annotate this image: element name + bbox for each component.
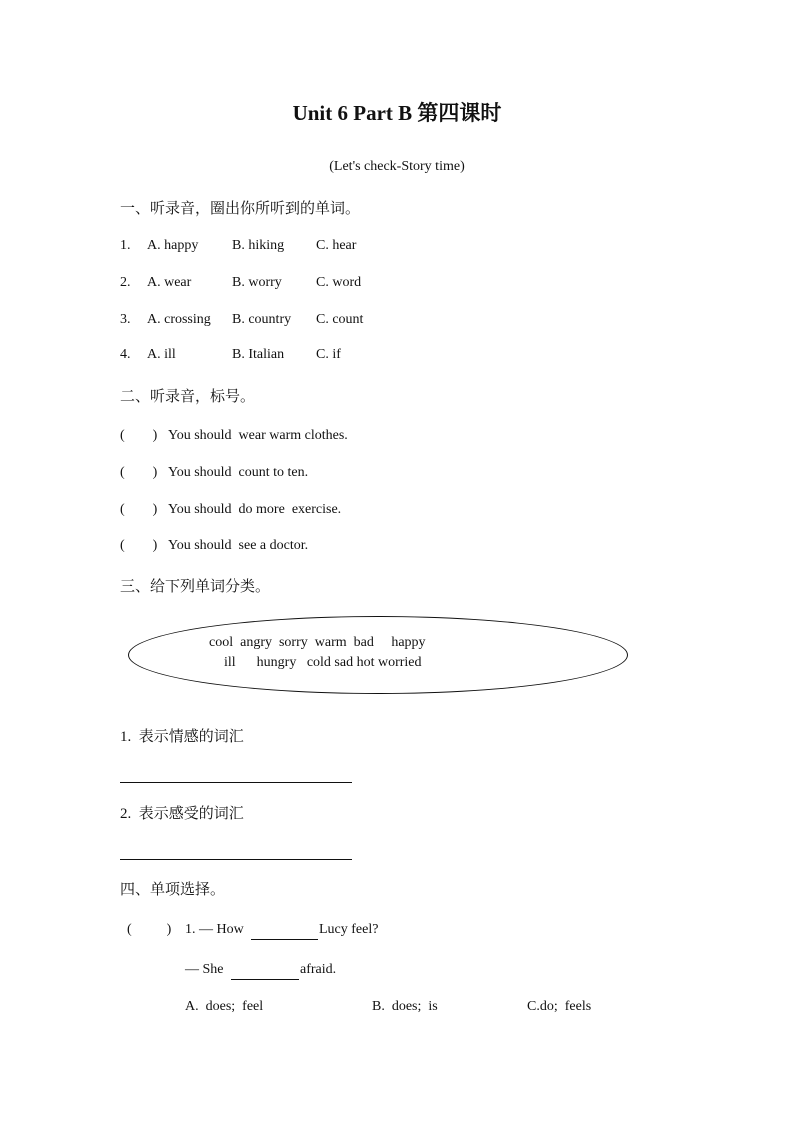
option-c: C. word: [316, 275, 362, 290]
question-1-prefix: 1. — How: [185, 922, 244, 937]
answer-paren: ( ): [120, 538, 158, 553]
answer-paren: ( ): [120, 465, 158, 480]
option-c: C. if: [316, 347, 341, 362]
choice-a: A. does; feel: [185, 999, 264, 1014]
section3-heading: 三、给下列单词分类。: [120, 579, 271, 595]
answer-paren: ( ): [120, 502, 158, 517]
answer-line[interactable]: [120, 859, 352, 860]
answer-line[interactable]: [120, 782, 352, 783]
sentence: You should see a doctor.: [168, 538, 309, 553]
word-bank-line2: ill hungry cold sad hot worried: [224, 655, 422, 670]
choice-b: B. does; is: [372, 999, 438, 1014]
option-a: A. happy: [147, 238, 199, 253]
sentence: You should do more exercise.: [168, 502, 342, 517]
option-c: C. hear: [316, 238, 357, 253]
option-b: B. worry: [232, 275, 282, 290]
option-b: B. hiking: [232, 238, 285, 253]
answer-1-prefix: — She: [185, 962, 224, 977]
sentence: You should count to ten.: [168, 465, 309, 480]
blank-line[interactable]: [231, 979, 299, 980]
option-a: A. wear: [147, 275, 192, 290]
sentence: You should wear warm clothes.: [168, 428, 348, 443]
answer-1-suffix: afraid.: [300, 962, 337, 977]
item-number: 2.: [120, 275, 131, 290]
category-emotion-label: 1. 表示情感的词汇: [120, 729, 244, 745]
section2-heading: 二、听录音，标号。: [120, 389, 256, 405]
option-b: B. country: [232, 312, 292, 327]
category-feeling-label: 2. 表示感受的词汇: [120, 806, 244, 822]
item-number: 3.: [120, 312, 131, 327]
page-subtitle: (Let's check-Story time): [329, 159, 465, 174]
word-bank-line1: cool angry sorry warm bad happy: [209, 635, 426, 650]
item-number: 4.: [120, 347, 131, 362]
section4-heading: 四、单项选择。: [120, 882, 226, 898]
question-1-suffix: Lucy feel?: [319, 922, 379, 937]
option-c: C. count: [316, 312, 364, 327]
answer-paren: ( ): [127, 922, 172, 937]
option-a: A. crossing: [147, 312, 211, 327]
option-a: A. ill: [147, 347, 176, 362]
blank-line[interactable]: [251, 939, 318, 940]
item-number: 1.: [120, 238, 131, 253]
page-title: Unit 6 Part B 第四课时: [292, 101, 502, 125]
section1-heading: 一、听录音，圈出你所听到的单词。: [120, 201, 361, 217]
choice-c: C.do; feels: [527, 999, 592, 1014]
option-b: B. Italian: [232, 347, 285, 362]
answer-paren: ( ): [120, 428, 158, 443]
